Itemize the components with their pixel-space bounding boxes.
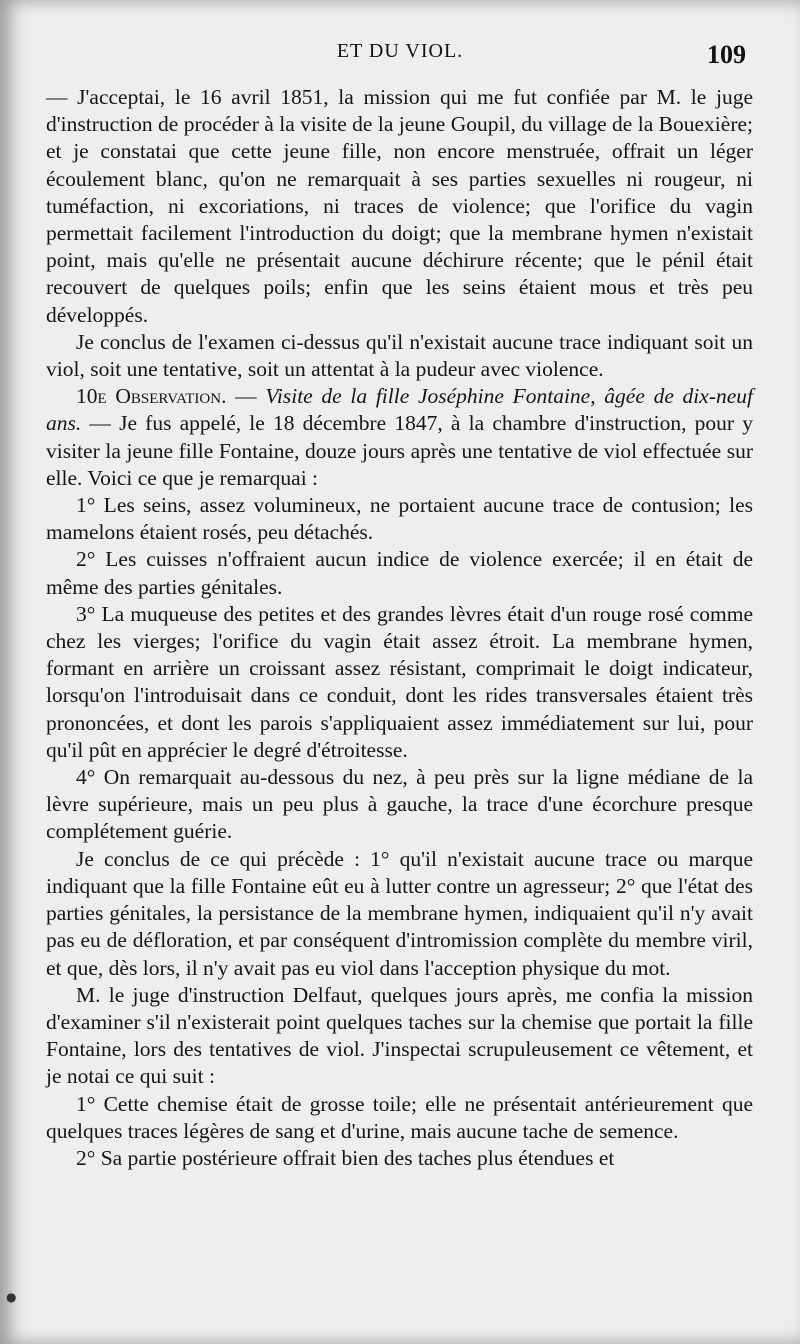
observation-paragraph (46, 383, 753, 492)
paragraph: 4° On remarquait au-dessous du nez, à peu près sur la ligne médiane de la lèvre supérieure, mais un peu plus à gauche, la trace d'une écorchure presque complétement guérie. (46, 765, 753, 844)
observation-label: 10e Observation. (76, 384, 227, 409)
paragraph: 2° Les cuisses n'offraient aucun indice de violence exercée; il en était de même des parties génitales. (46, 547, 753, 599)
observation-title: Visite de la fille Joséphine Fontaine, âgée de dix-neuf ans. (46, 384, 753, 436)
page-body (46, 84, 753, 1172)
paragraph: — J'acceptai, le 16 avril 1851, la mission qui me fut confiée par M. le juge d'instruction de procéder à la visite de la jeune Goupil, du village de la Bouexière; et je constatai que cette jeune fille, non encore menstruée, offrait un léger écoulement blanc, qu'on ne remarquait à ses parties sexuelles ni rougeur, ni tuméfaction, ni excoriations, ni traces de violence; que l'orifice du vagin permettait facilement l'introduction du doigt; que la membrane hymen n'existait point, mais qu'elle ne présentait aucune déchirure récente; que le pénil était recouvert de quelques poils; enfin que les seins étaient mous et très peu développés. (46, 85, 753, 327)
paragraph: 1° Les seins, assez volumineux, ne portaient aucune trace de contusion; les mamelons étaient rosés, peu détachés. (46, 493, 753, 545)
running-title: ET DU VIOL. (336, 40, 464, 62)
paragraph: Je conclus de l'examen ci-dessus qu'il n'existait aucune trace indiquant soit un viol, soit une tentative, soit un attentat à la pudeur avec violence. (46, 329, 753, 382)
page-header (40, 40, 760, 70)
page-number: 109 (707, 40, 746, 69)
observation-text: — Je fus appelé, le 18 décembre 1847, à la chambre d'instruction, pour y visiter la jeune fille Fontaine, douze jours après une tentative de viol effectuée sur elle. Voici ce que je remarquai : (46, 411, 753, 490)
paragraph: 3° La muqueuse des petites et des grandes lèvres était d'un rouge rosé comme chez les vierges; l'orifice du vagin était assez étroit. La membrane hymen, formant en arrière un croissant assez résistant, comprimait le doigt indicateur, lorsqu'on l'introduisait dans ce conduit, dont les rides transversales étaient très prononcées, et dont les parois s'appliquaient assez immédiatement sur lui, pour qu'il pût en apprécier le degré d'étroitesse. (46, 601, 753, 762)
paragraph: 1° Cette chemise était de grosse toile; elle ne présentait antérieurement que quelques traces légères de sang et d'urine, mais aucune tache de semence. (46, 1091, 753, 1143)
paragraph: 2° Sa partie postérieure offrait bien des taches plus étendues et (76, 1145, 615, 1170)
paragraph: M. le juge d'instruction Delfaut, quelques jours après, me confia la mission d'examiner s'il n'existerait point quelques taches sur la chemise que portait la fille Fontaine, lors des tentatives de viol. J'inspectai scrupuleusement ce vêtement, et je notai ce qui suit : (46, 982, 753, 1089)
paragraph: Je conclus de ce qui précède : 1° qu'il n'existait aucune trace ou marque indiquant que la fille Fontaine eût eu à lutter contre un agresseur; 2° que l'état des parties génitales, la persistance de la membrane hymen, indiquaient qu'il n'y avait pas eu de défloration, et par conséquent d'intromission complète du membre viril, et que, dès lors, il n'y avait pas eu viol dans l'acception physique du mot. (46, 846, 753, 980)
margin-mark-icon: ● (6, 1290, 17, 1304)
dash: — (226, 384, 266, 409)
